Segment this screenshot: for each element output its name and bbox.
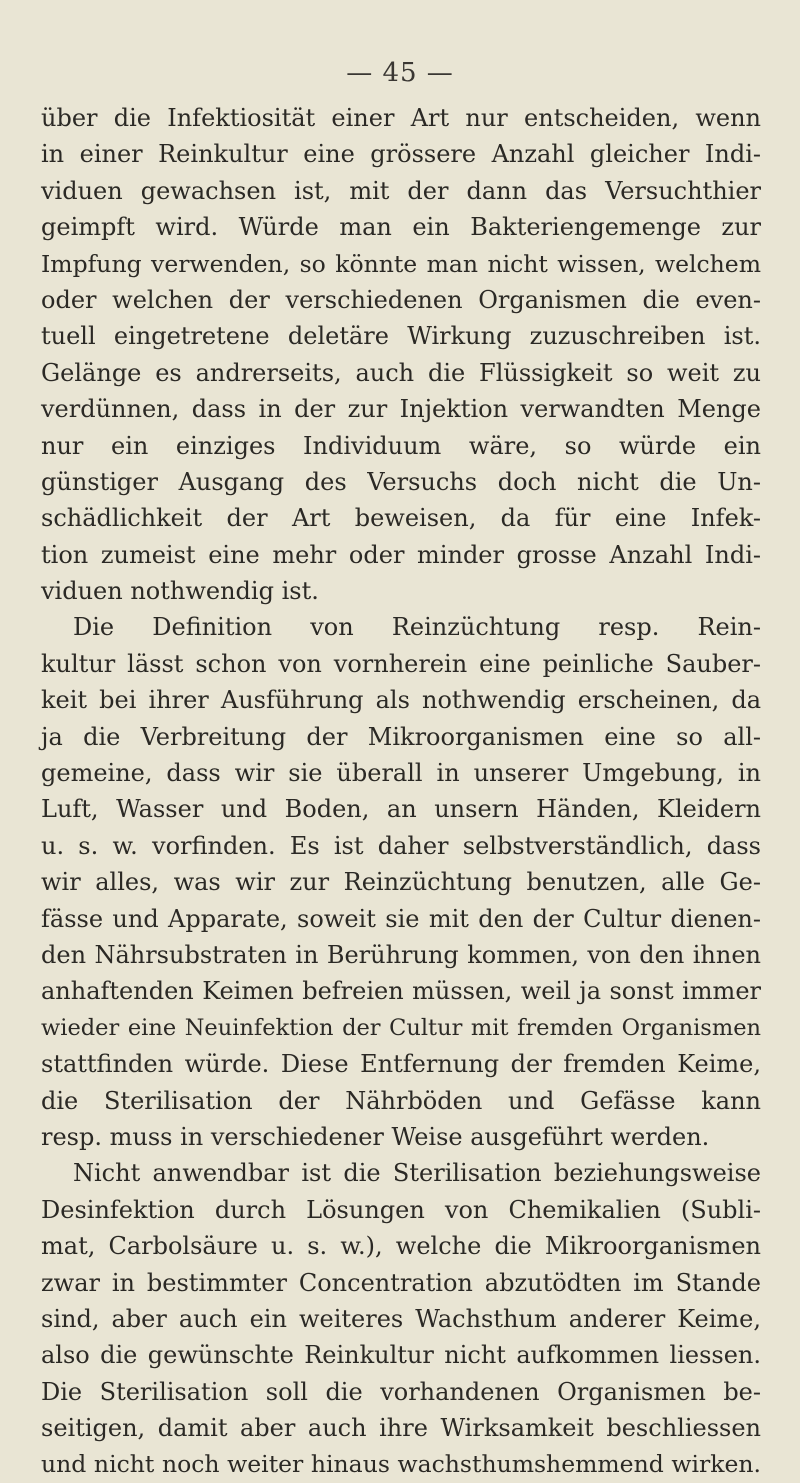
text-line: und nicht noch weiter hinaus wachsthumshemmend wirken. [41,1450,761,1479]
text-line: wieder eine Neuinfektion der Cultur mit fremden Organismen [41,1014,761,1041]
text-line: kultur lässt schon von vornherein eine peinliche Sauber- [41,649,761,678]
text-line: tuell eingetretene deletäre Wirkung zuzuschreiben ist. [41,322,761,351]
text-line: sind, aber auch ein weiteres Wachsthum anderer Keime, [41,1304,761,1333]
text-line: anhaftenden Keimen befreien müssen, weil ja sonst immer [41,977,761,1006]
text-line: mat, Carbolsäure u. s. w.), welche die Mikroorganismen [41,1232,761,1261]
text-line: gemeine, dass wir sie überall in unserer Umgebung, in [41,759,761,788]
text-line: viduen gewachsen ist, mit der dann das Versuchthier [41,176,761,205]
text-line: Luft, Wasser und Boden, an unsern Händen, Kleidern [41,795,761,824]
text-line: günstiger Ausgang des Versuchs doch nicht die Un- [41,467,761,496]
page-number: — 45 — [346,58,454,88]
text-line: ja die Verbreitung der Mikroorganismen eine so all- [41,722,761,751]
text-line: in einer Reinkultur eine grössere Anzahl gleicher Indi- [41,140,761,169]
text-line: Die Sterilisation soll die vorhandenen Organismen be- [41,1377,761,1406]
text-line: keit bei ihrer Ausführung als nothwendig erscheinen, da [41,686,761,715]
text-line: fässe und Apparate, soweit sie mit den der Cultur dienen- [41,904,761,933]
text-line: Gelänge es andrerseits, auch die Flüssigkeit so weit zu [41,358,761,387]
text-line: Impfung verwenden, so könnte man nicht wissen, welchem [41,249,761,278]
text-line: über die Infektiosität einer Art nur entscheiden, wenn [41,104,761,132]
paragraph-start-line: Die Definition von Reinzüchtung resp. Rein- [73,613,761,642]
text-line: u. s. w. vorfinden. Es ist daher selbstverständlich, dass [41,831,761,860]
text-line: die Sterilisation der Nährböden und Gefässe kann [41,1086,761,1115]
text-line: also die gewünschte Reinkultur nicht aufkommen liessen. [41,1341,761,1370]
text-line: nur ein einziges Individuum wäre, so würde ein [41,431,761,460]
text-line: zwar in bestimmter Concentration abzutödten im Stande [41,1268,761,1297]
text-line: verdünnen, dass in der zur Injektion verwandten Menge [41,395,761,424]
text-line: wir alles, was wir zur Reinzüchtung benutzen, alle Ge- [41,868,761,897]
text-line: Desinfektion durch Lösungen von Chemikalien (Subli- [41,1195,761,1224]
text-line: tion zumeist eine mehr oder minder grosse Anzahl Indi- [41,540,761,569]
text-line: stattfinden würde. Diese Entfernung der fremden Keime, [41,1050,761,1079]
text-line: viduen nothwendig ist. [41,577,319,606]
text-line: resp. muss in verschiedener Weise ausgeführt werden. [41,1122,710,1151]
text-line: seitigen, damit aber auch ihre Wirksamkeit beschliessen [41,1414,761,1443]
text-line: schädlichkeit der Art beweisen, da für eine Infek- [41,504,761,533]
text-line: den Nährsubstraten in Berührung kommen, von den ihnen [41,940,761,969]
paragraph-start-line: Nicht anwendbar ist die Sterilisation beziehungsweise [73,1159,761,1188]
text-line: oder welchen der verschiedenen Organismen die even- [41,285,761,314]
text-line: geimpft wird. Würde man ein Bakteriengemenge zur [41,213,761,242]
body-text [41,100,761,1483]
